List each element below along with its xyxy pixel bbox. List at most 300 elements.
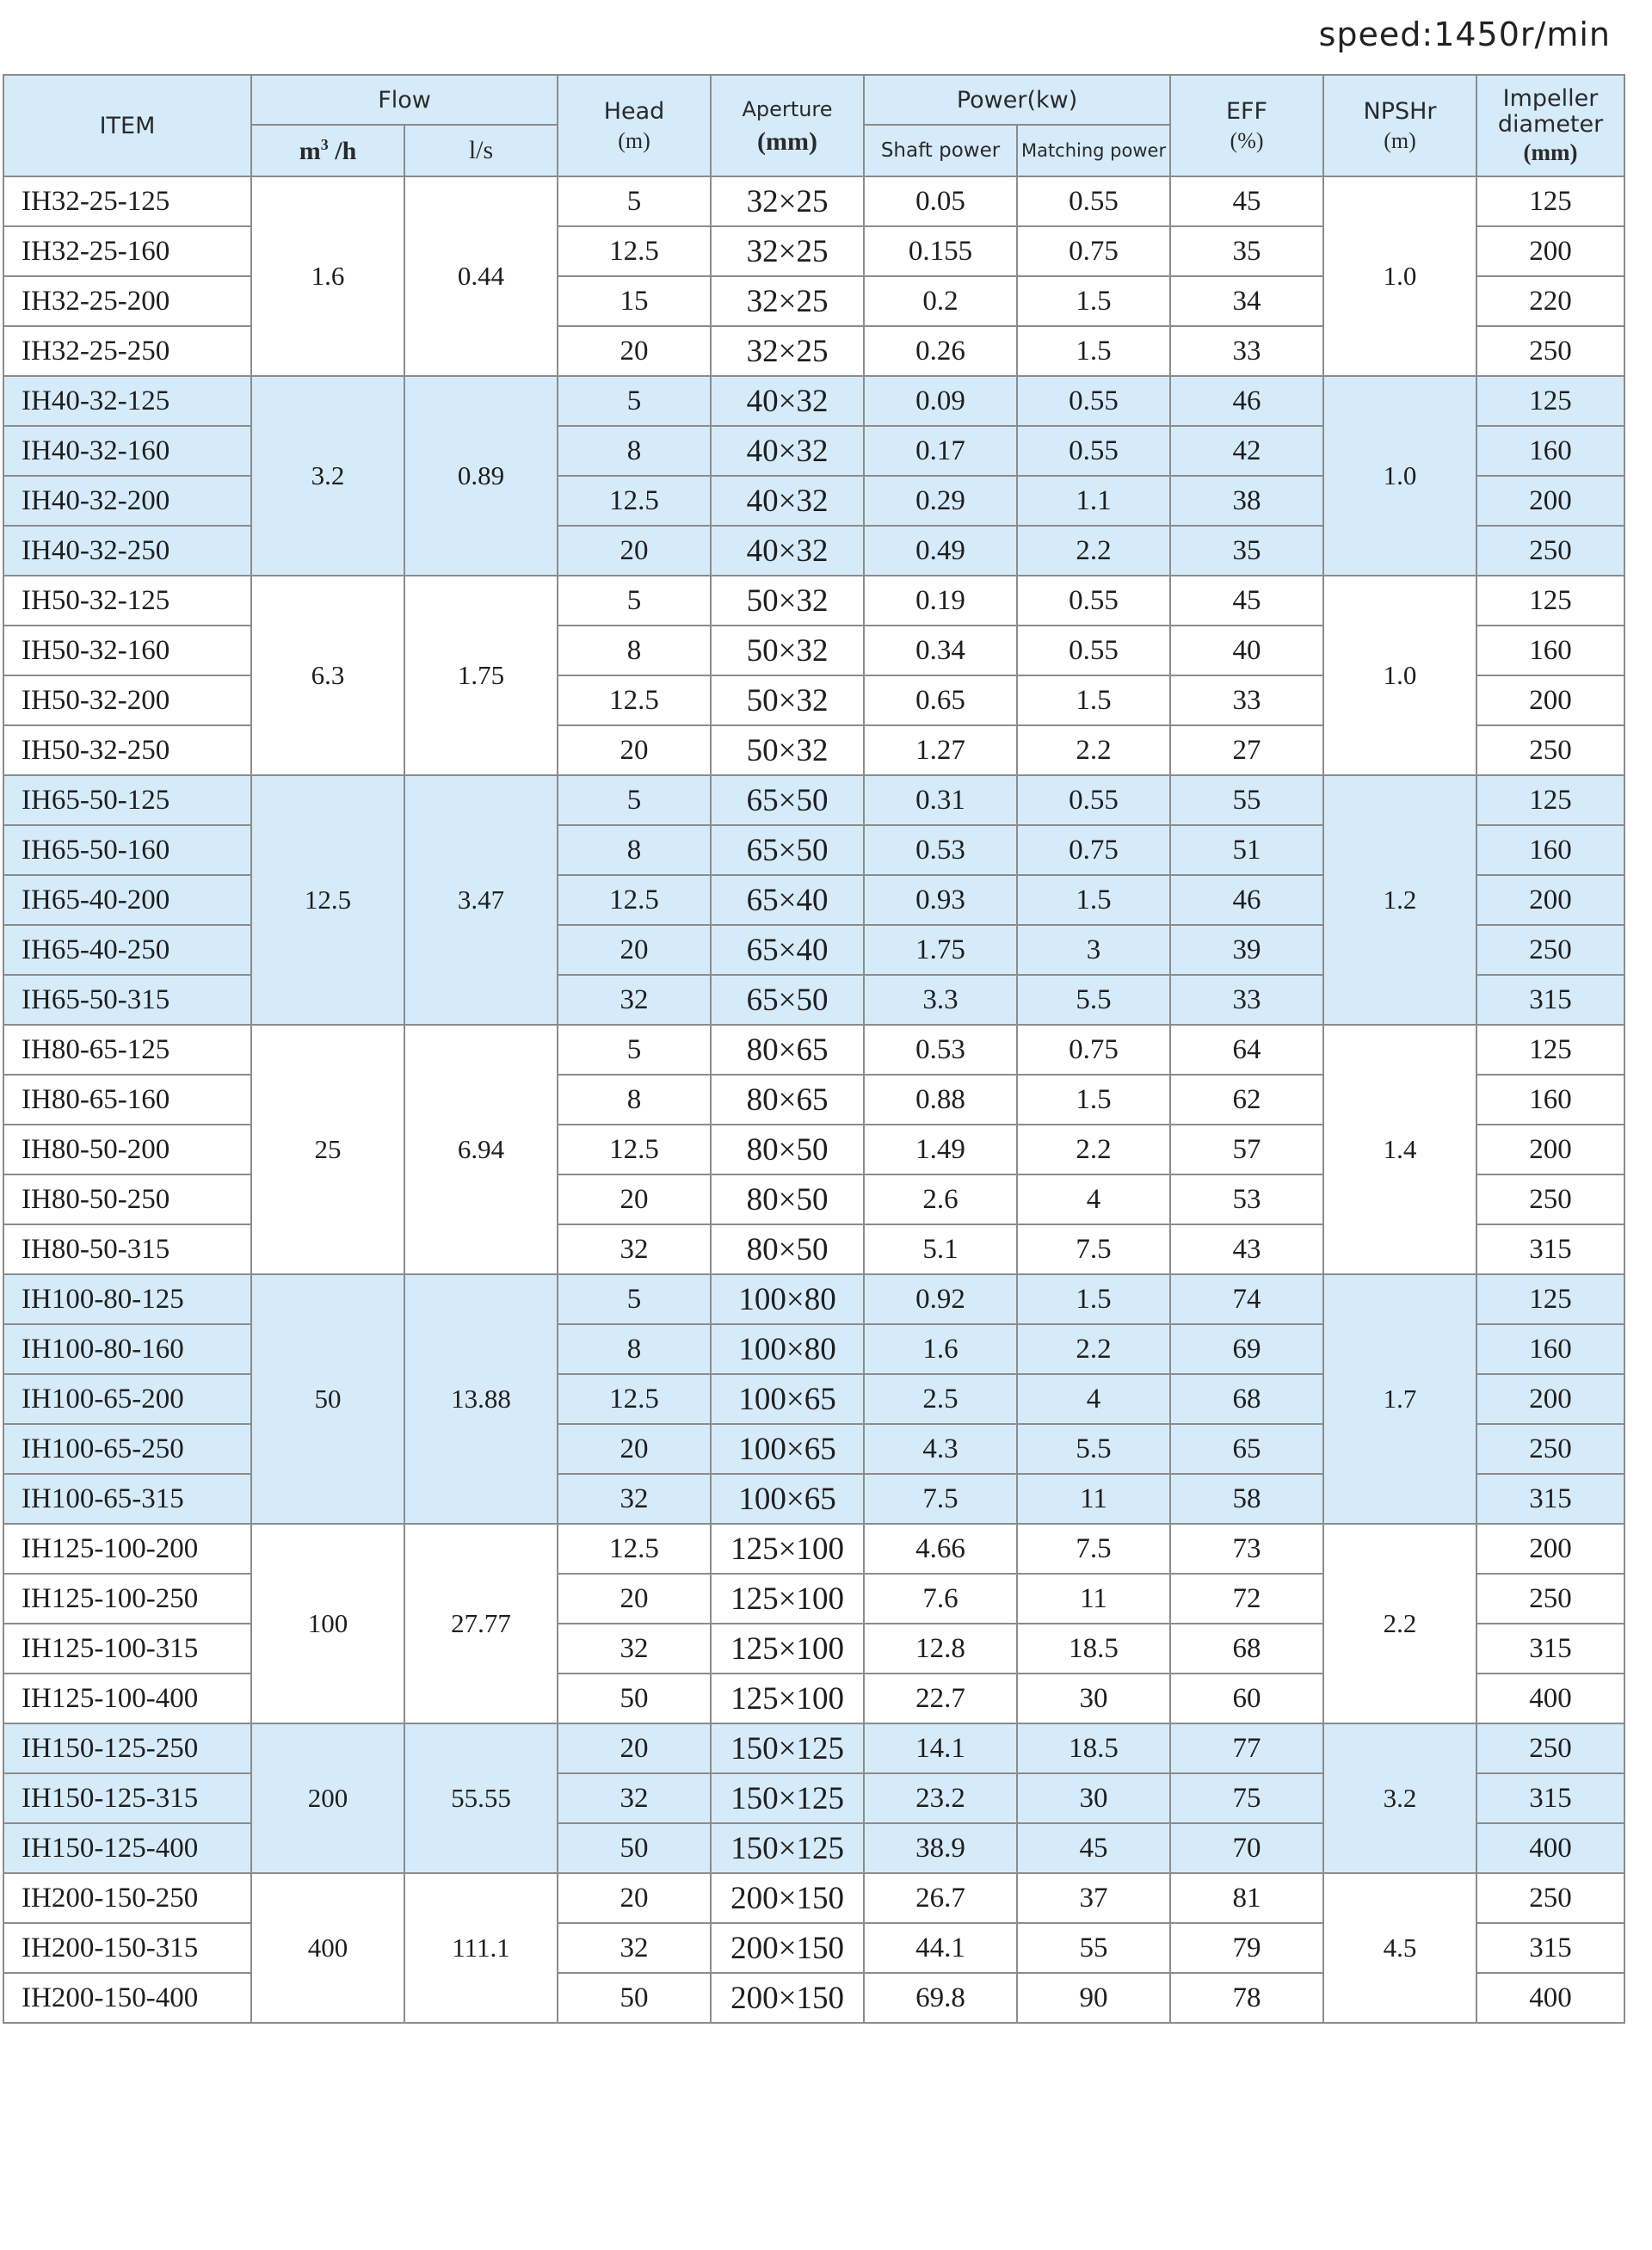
cell-flow-m3h: 12.5 (251, 775, 404, 1025)
cell-shaft-power: 14.1 (864, 1723, 1017, 1773)
cell-head: 12.5 (558, 875, 711, 925)
cell-eff: 35 (1170, 526, 1323, 576)
cell-impeller: 250 (1476, 925, 1624, 975)
cell-impeller: 200 (1476, 476, 1624, 526)
cell-impeller: 125 (1476, 775, 1624, 825)
header-npshr (1323, 75, 1476, 176)
cell-head: 8 (558, 1324, 711, 1374)
cell-matching-power: 1.5 (1017, 875, 1170, 925)
cell-impeller: 200 (1476, 1125, 1624, 1174)
table-row (3, 1873, 1624, 1923)
cell-matching-power: 55 (1017, 1923, 1170, 1973)
cell-impeller: 250 (1476, 1723, 1624, 1773)
cell-matching-power: 30 (1017, 1773, 1170, 1823)
cell-item: IH200-150-315 (3, 1923, 251, 1973)
cell-head: 20 (558, 1574, 711, 1624)
cell-matching-power: 0.55 (1017, 775, 1170, 825)
cell-shaft-power: 0.17 (864, 426, 1017, 476)
table-row (3, 376, 1624, 426)
header-flow-m3h-base: m (299, 136, 321, 165)
cell-matching-power: 0.55 (1017, 426, 1170, 476)
cell-aperture: 32×25 (711, 226, 864, 276)
cell-eff: 33 (1170, 326, 1323, 376)
cell-eff: 74 (1170, 1274, 1323, 1324)
cell-impeller: 315 (1476, 975, 1624, 1025)
cell-head: 5 (558, 775, 711, 825)
cell-eff: 65 (1170, 1424, 1323, 1474)
cell-aperture: 65×50 (711, 825, 864, 875)
cell-item: IH200-150-400 (3, 1973, 251, 2023)
cell-flow-m3h: 200 (251, 1723, 404, 1873)
cell-impeller: 200 (1476, 675, 1624, 725)
cell-shaft-power: 0.92 (864, 1274, 1017, 1324)
cell-eff: 77 (1170, 1723, 1323, 1773)
cell-aperture: 65×40 (711, 925, 864, 975)
cell-matching-power: 0.75 (1017, 825, 1170, 875)
cell-aperture: 100×65 (711, 1424, 864, 1474)
cell-item: IH65-50-125 (3, 775, 251, 825)
cell-shaft-power: 7.5 (864, 1474, 1017, 1524)
cell-head: 8 (558, 426, 711, 476)
cell-matching-power: 2.2 (1017, 1125, 1170, 1174)
cell-impeller: 125 (1476, 1025, 1624, 1075)
cell-impeller: 160 (1476, 1075, 1624, 1125)
cell-eff: 43 (1170, 1224, 1323, 1274)
cell-flow-m3h: 400 (251, 1873, 404, 2023)
cell-aperture: 125×100 (711, 1574, 864, 1624)
cell-npshr: 1.7 (1323, 1274, 1476, 1524)
cell-eff: 40 (1170, 626, 1323, 675)
cell-head: 12.5 (558, 1524, 711, 1574)
cell-head: 5 (558, 376, 711, 426)
cell-matching-power: 2.2 (1017, 1324, 1170, 1374)
header-head-label: Head (603, 97, 665, 125)
header-flow-m3h-exp: 3 (320, 135, 329, 153)
cell-aperture: 32×25 (711, 276, 864, 326)
cell-impeller: 125 (1476, 176, 1624, 226)
cell-impeller: 250 (1476, 1174, 1624, 1224)
cell-head: 20 (558, 725, 711, 775)
cell-impeller: 315 (1476, 1474, 1624, 1524)
cell-item: IH125-100-315 (3, 1624, 251, 1674)
cell-matching-power: 4 (1017, 1174, 1170, 1224)
cell-shaft-power: 0.29 (864, 476, 1017, 526)
cell-head: 8 (558, 626, 711, 675)
cell-matching-power: 30 (1017, 1674, 1170, 1723)
cell-shaft-power: 26.7 (864, 1873, 1017, 1923)
cell-impeller: 400 (1476, 1674, 1624, 1723)
cell-flow-ls: 27.77 (404, 1524, 558, 1723)
cell-item: IH40-32-125 (3, 376, 251, 426)
cell-shaft-power: 44.1 (864, 1923, 1017, 1973)
table-row (3, 1524, 1624, 1574)
cell-shaft-power: 0.09 (864, 376, 1017, 426)
cell-matching-power: 1.1 (1017, 476, 1170, 526)
cell-item: IH65-50-160 (3, 825, 251, 875)
cell-shaft-power: 23.2 (864, 1773, 1017, 1823)
header-npshr-unit: (m) (1384, 127, 1416, 153)
cell-npshr: 1.0 (1323, 176, 1476, 376)
cell-head: 12.5 (558, 675, 711, 725)
cell-matching-power: 0.55 (1017, 176, 1170, 226)
cell-head: 32 (558, 1474, 711, 1524)
cell-aperture: 125×100 (711, 1674, 864, 1723)
cell-item: IH50-32-125 (3, 576, 251, 626)
table-row (3, 576, 1624, 626)
cell-eff: 35 (1170, 226, 1323, 276)
cell-aperture: 50×32 (711, 576, 864, 626)
pump-spec-table (3, 74, 1625, 2024)
cell-flow-m3h: 3.2 (251, 376, 404, 576)
header-flow: Flow (251, 75, 558, 125)
cell-aperture: 150×125 (711, 1823, 864, 1873)
cell-aperture: 150×125 (711, 1723, 864, 1773)
cell-shaft-power: 1.49 (864, 1125, 1017, 1174)
cell-matching-power: 1.5 (1017, 1075, 1170, 1125)
cell-item: IH125-100-400 (3, 1674, 251, 1723)
cell-item: IH65-50-315 (3, 975, 251, 1025)
cell-item: IH150-125-400 (3, 1823, 251, 1873)
cell-impeller: 160 (1476, 1324, 1624, 1374)
cell-eff: 73 (1170, 1524, 1323, 1574)
cell-shaft-power: 1.27 (864, 725, 1017, 775)
cell-shaft-power: 2.6 (864, 1174, 1017, 1224)
cell-head: 50 (558, 1674, 711, 1723)
cell-aperture: 100×80 (711, 1274, 864, 1324)
cell-flow-ls: 55.55 (404, 1723, 558, 1873)
cell-matching-power: 3 (1017, 925, 1170, 975)
cell-eff: 45 (1170, 576, 1323, 626)
cell-eff: 38 (1170, 476, 1323, 526)
cell-flow-m3h: 6.3 (251, 576, 404, 775)
cell-aperture: 150×125 (711, 1773, 864, 1823)
cell-impeller: 250 (1476, 1574, 1624, 1624)
cell-matching-power: 18.5 (1017, 1624, 1170, 1674)
cell-matching-power: 1.5 (1017, 276, 1170, 326)
cell-aperture: 32×25 (711, 176, 864, 226)
header-item: ITEM (3, 75, 251, 176)
header-flow-m3h (251, 125, 404, 176)
cell-head: 32 (558, 1224, 711, 1274)
cell-impeller: 160 (1476, 825, 1624, 875)
cell-aperture: 32×25 (711, 326, 864, 376)
cell-shaft-power: 38.9 (864, 1823, 1017, 1873)
header-impeller-label: Impeller diameter (1497, 85, 1604, 138)
cell-item: IH150-125-250 (3, 1723, 251, 1773)
cell-head: 12.5 (558, 1125, 711, 1174)
cell-impeller: 250 (1476, 725, 1624, 775)
header-shaft-power: Shaft power (864, 125, 1017, 176)
cell-aperture: 50×32 (711, 725, 864, 775)
cell-aperture: 100×80 (711, 1324, 864, 1374)
cell-matching-power: 0.55 (1017, 576, 1170, 626)
cell-item: IH65-40-200 (3, 875, 251, 925)
cell-eff: 27 (1170, 725, 1323, 775)
header-impeller (1476, 75, 1624, 176)
cell-aperture: 40×32 (711, 526, 864, 576)
table-row (3, 1025, 1624, 1075)
cell-item: IH32-25-200 (3, 276, 251, 326)
cell-impeller: 315 (1476, 1923, 1624, 1973)
cell-item: IH80-65-160 (3, 1075, 251, 1125)
cell-shaft-power: 7.6 (864, 1574, 1017, 1624)
cell-head: 20 (558, 1424, 711, 1474)
cell-matching-power: 0.75 (1017, 1025, 1170, 1075)
cell-shaft-power: 2.5 (864, 1374, 1017, 1424)
cell-eff: 81 (1170, 1873, 1323, 1923)
cell-eff: 62 (1170, 1075, 1323, 1125)
cell-shaft-power: 12.8 (864, 1624, 1017, 1674)
cell-item: IH125-100-200 (3, 1524, 251, 1574)
table-row (3, 1274, 1624, 1324)
cell-eff: 68 (1170, 1374, 1323, 1424)
cell-shaft-power: 4.66 (864, 1524, 1017, 1574)
cell-matching-power: 2.2 (1017, 526, 1170, 576)
header-eff-unit: (%) (1230, 127, 1264, 153)
table-body (3, 176, 1624, 2023)
cell-eff: 34 (1170, 276, 1323, 326)
cell-item: IH150-125-315 (3, 1773, 251, 1823)
cell-impeller: 200 (1476, 875, 1624, 925)
cell-eff: 33 (1170, 975, 1323, 1025)
cell-item: IH50-32-200 (3, 675, 251, 725)
table-row (3, 775, 1624, 825)
cell-shaft-power: 1.75 (864, 925, 1017, 975)
cell-shaft-power: 3.3 (864, 975, 1017, 1025)
cell-matching-power: 4 (1017, 1374, 1170, 1424)
cell-matching-power: 1.5 (1017, 1274, 1170, 1324)
cell-npshr: 1.0 (1323, 576, 1476, 775)
cell-eff: 53 (1170, 1174, 1323, 1224)
cell-impeller: 200 (1476, 1374, 1624, 1424)
cell-matching-power: 5.5 (1017, 975, 1170, 1025)
table-row (3, 176, 1624, 226)
cell-eff: 79 (1170, 1923, 1323, 1973)
cell-head: 5 (558, 576, 711, 626)
cell-matching-power: 0.55 (1017, 376, 1170, 426)
cell-aperture: 65×50 (711, 775, 864, 825)
cell-aperture: 100×65 (711, 1374, 864, 1424)
cell-item: IH100-65-200 (3, 1374, 251, 1424)
cell-impeller: 160 (1476, 426, 1624, 476)
cell-matching-power: 45 (1017, 1823, 1170, 1873)
cell-impeller: 200 (1476, 1524, 1624, 1574)
header-impeller-unit: (mm) (1523, 139, 1578, 165)
cell-eff: 57 (1170, 1125, 1323, 1174)
cell-item: IH80-50-315 (3, 1224, 251, 1274)
cell-eff: 51 (1170, 825, 1323, 875)
cell-eff: 46 (1170, 875, 1323, 925)
cell-impeller: 400 (1476, 1973, 1624, 2023)
header-flow-m3h-rest: /h (328, 136, 357, 165)
cell-eff: 42 (1170, 426, 1323, 476)
cell-matching-power: 1.5 (1017, 675, 1170, 725)
cell-shaft-power: 69.8 (864, 1973, 1017, 2023)
cell-item: IH40-32-250 (3, 526, 251, 576)
cell-shaft-power: 0.31 (864, 775, 1017, 825)
cell-head: 12.5 (558, 226, 711, 276)
cell-item: IH80-65-125 (3, 1025, 251, 1075)
cell-item: IH50-32-160 (3, 626, 251, 675)
speed-label: speed:1450r/min (1318, 15, 1611, 53)
cell-shaft-power: 1.6 (864, 1324, 1017, 1374)
cell-item: IH40-32-200 (3, 476, 251, 526)
header-aperture-unit: (mm) (757, 126, 817, 156)
cell-eff: 68 (1170, 1624, 1323, 1674)
cell-item: IH200-150-250 (3, 1873, 251, 1923)
cell-impeller: 125 (1476, 376, 1624, 426)
cell-item: IH40-32-160 (3, 426, 251, 476)
cell-aperture: 50×32 (711, 626, 864, 675)
cell-item: IH65-40-250 (3, 925, 251, 975)
cell-head: 15 (558, 276, 711, 326)
header-matching-power: Matching power (1017, 125, 1170, 176)
header-aperture-label: Aperture (742, 96, 833, 121)
header-aperture (711, 75, 864, 176)
cell-head: 32 (558, 975, 711, 1025)
cell-aperture: 80×50 (711, 1224, 864, 1274)
cell-item: IH100-80-160 (3, 1324, 251, 1374)
cell-item: IH32-25-125 (3, 176, 251, 226)
cell-matching-power: 37 (1017, 1873, 1170, 1923)
cell-head: 12.5 (558, 1374, 711, 1424)
cell-eff: 64 (1170, 1025, 1323, 1075)
cell-item: IH32-25-160 (3, 226, 251, 276)
cell-eff: 75 (1170, 1773, 1323, 1823)
header-power: Power(kw) (864, 75, 1170, 125)
cell-head: 5 (558, 1025, 711, 1075)
header-eff (1170, 75, 1323, 176)
cell-eff: 45 (1170, 176, 1323, 226)
cell-flow-m3h: 25 (251, 1025, 404, 1274)
cell-matching-power: 7.5 (1017, 1224, 1170, 1274)
cell-head: 20 (558, 1873, 711, 1923)
cell-flow-m3h: 50 (251, 1274, 404, 1524)
cell-aperture: 200×150 (711, 1973, 864, 2023)
cell-aperture: 200×150 (711, 1873, 864, 1923)
cell-aperture: 200×150 (711, 1923, 864, 1973)
cell-shaft-power: 22.7 (864, 1674, 1017, 1723)
cell-aperture: 65×40 (711, 875, 864, 925)
cell-matching-power: 11 (1017, 1574, 1170, 1624)
cell-matching-power: 90 (1017, 1973, 1170, 2023)
cell-item: IH50-32-250 (3, 725, 251, 775)
header-head (558, 75, 711, 176)
cell-impeller: 315 (1476, 1624, 1624, 1674)
cell-npshr: 1.4 (1323, 1025, 1476, 1274)
cell-impeller: 250 (1476, 526, 1624, 576)
cell-item: IH125-100-250 (3, 1574, 251, 1624)
cell-flow-m3h: 1.6 (251, 176, 404, 376)
cell-head: 8 (558, 825, 711, 875)
cell-shaft-power: 0.26 (864, 326, 1017, 376)
cell-aperture: 125×100 (711, 1624, 864, 1674)
cell-impeller: 220 (1476, 276, 1624, 326)
cell-shaft-power: 0.2 (864, 276, 1017, 326)
cell-item: IH32-25-250 (3, 326, 251, 376)
cell-aperture: 80×65 (711, 1075, 864, 1125)
cell-head: 20 (558, 326, 711, 376)
header-head-unit: (m) (618, 127, 650, 153)
cell-item: IH80-50-200 (3, 1125, 251, 1174)
cell-head: 32 (558, 1923, 711, 1973)
cell-impeller: 315 (1476, 1773, 1624, 1823)
cell-aperture: 40×32 (711, 476, 864, 526)
cell-npshr: 1.2 (1323, 775, 1476, 1025)
cell-aperture: 100×65 (711, 1474, 864, 1524)
cell-head: 12.5 (558, 476, 711, 526)
cell-head: 50 (558, 1823, 711, 1873)
cell-shaft-power: 4.3 (864, 1424, 1017, 1474)
cell-matching-power: 0.75 (1017, 226, 1170, 276)
cell-aperture: 80×50 (711, 1174, 864, 1224)
cell-aperture: 125×100 (711, 1524, 864, 1574)
cell-head: 20 (558, 1174, 711, 1224)
cell-npshr: 3.2 (1323, 1723, 1476, 1873)
cell-shaft-power: 0.34 (864, 626, 1017, 675)
cell-shaft-power: 0.88 (864, 1075, 1017, 1125)
cell-matching-power: 1.5 (1017, 326, 1170, 376)
cell-matching-power: 11 (1017, 1474, 1170, 1524)
cell-flow-ls: 3.47 (404, 775, 558, 1025)
header-npshr-label: NPSHr (1363, 97, 1437, 125)
cell-flow-ls: 0.89 (404, 376, 558, 576)
cell-head: 5 (558, 176, 711, 226)
cell-shaft-power: 0.53 (864, 1025, 1017, 1075)
cell-shaft-power: 0.155 (864, 226, 1017, 276)
cell-shaft-power: 0.05 (864, 176, 1017, 226)
cell-aperture: 80×65 (711, 1025, 864, 1075)
cell-flow-ls: 111.1 (404, 1873, 558, 2023)
cell-flow-ls: 6.94 (404, 1025, 558, 1274)
cell-impeller: 200 (1476, 226, 1624, 276)
cell-flow-ls: 13.88 (404, 1274, 558, 1524)
cell-item: IH100-65-250 (3, 1424, 251, 1474)
cell-eff: 46 (1170, 376, 1323, 426)
cell-shaft-power: 0.93 (864, 875, 1017, 925)
cell-eff: 72 (1170, 1574, 1323, 1624)
cell-matching-power: 0.55 (1017, 626, 1170, 675)
header-eff-label: EFF (1225, 97, 1268, 125)
cell-eff: 33 (1170, 675, 1323, 725)
cell-head: 8 (558, 1075, 711, 1125)
cell-impeller: 250 (1476, 1424, 1624, 1474)
cell-matching-power: 18.5 (1017, 1723, 1170, 1773)
cell-shaft-power: 5.1 (864, 1224, 1017, 1274)
cell-eff: 60 (1170, 1674, 1323, 1723)
cell-head: 20 (558, 1723, 711, 1773)
cell-matching-power: 5.5 (1017, 1424, 1170, 1474)
cell-aperture: 40×32 (711, 426, 864, 476)
cell-eff: 78 (1170, 1973, 1323, 2023)
cell-matching-power: 2.2 (1017, 725, 1170, 775)
cell-aperture: 40×32 (711, 376, 864, 426)
cell-aperture: 50×32 (711, 675, 864, 725)
cell-aperture: 80×50 (711, 1125, 864, 1174)
cell-impeller: 160 (1476, 626, 1624, 675)
cell-npshr: 4.5 (1323, 1873, 1476, 2023)
cell-impeller: 400 (1476, 1823, 1624, 1873)
cell-head: 20 (558, 526, 711, 576)
table-header (3, 75, 1624, 176)
cell-item: IH80-50-250 (3, 1174, 251, 1224)
cell-aperture: 65×50 (711, 975, 864, 1025)
cell-head: 32 (558, 1624, 711, 1674)
cell-shaft-power: 0.53 (864, 825, 1017, 875)
cell-shaft-power: 0.19 (864, 576, 1017, 626)
header-flow-ls: l/s (404, 125, 558, 176)
cell-npshr: 1.0 (1323, 376, 1476, 576)
